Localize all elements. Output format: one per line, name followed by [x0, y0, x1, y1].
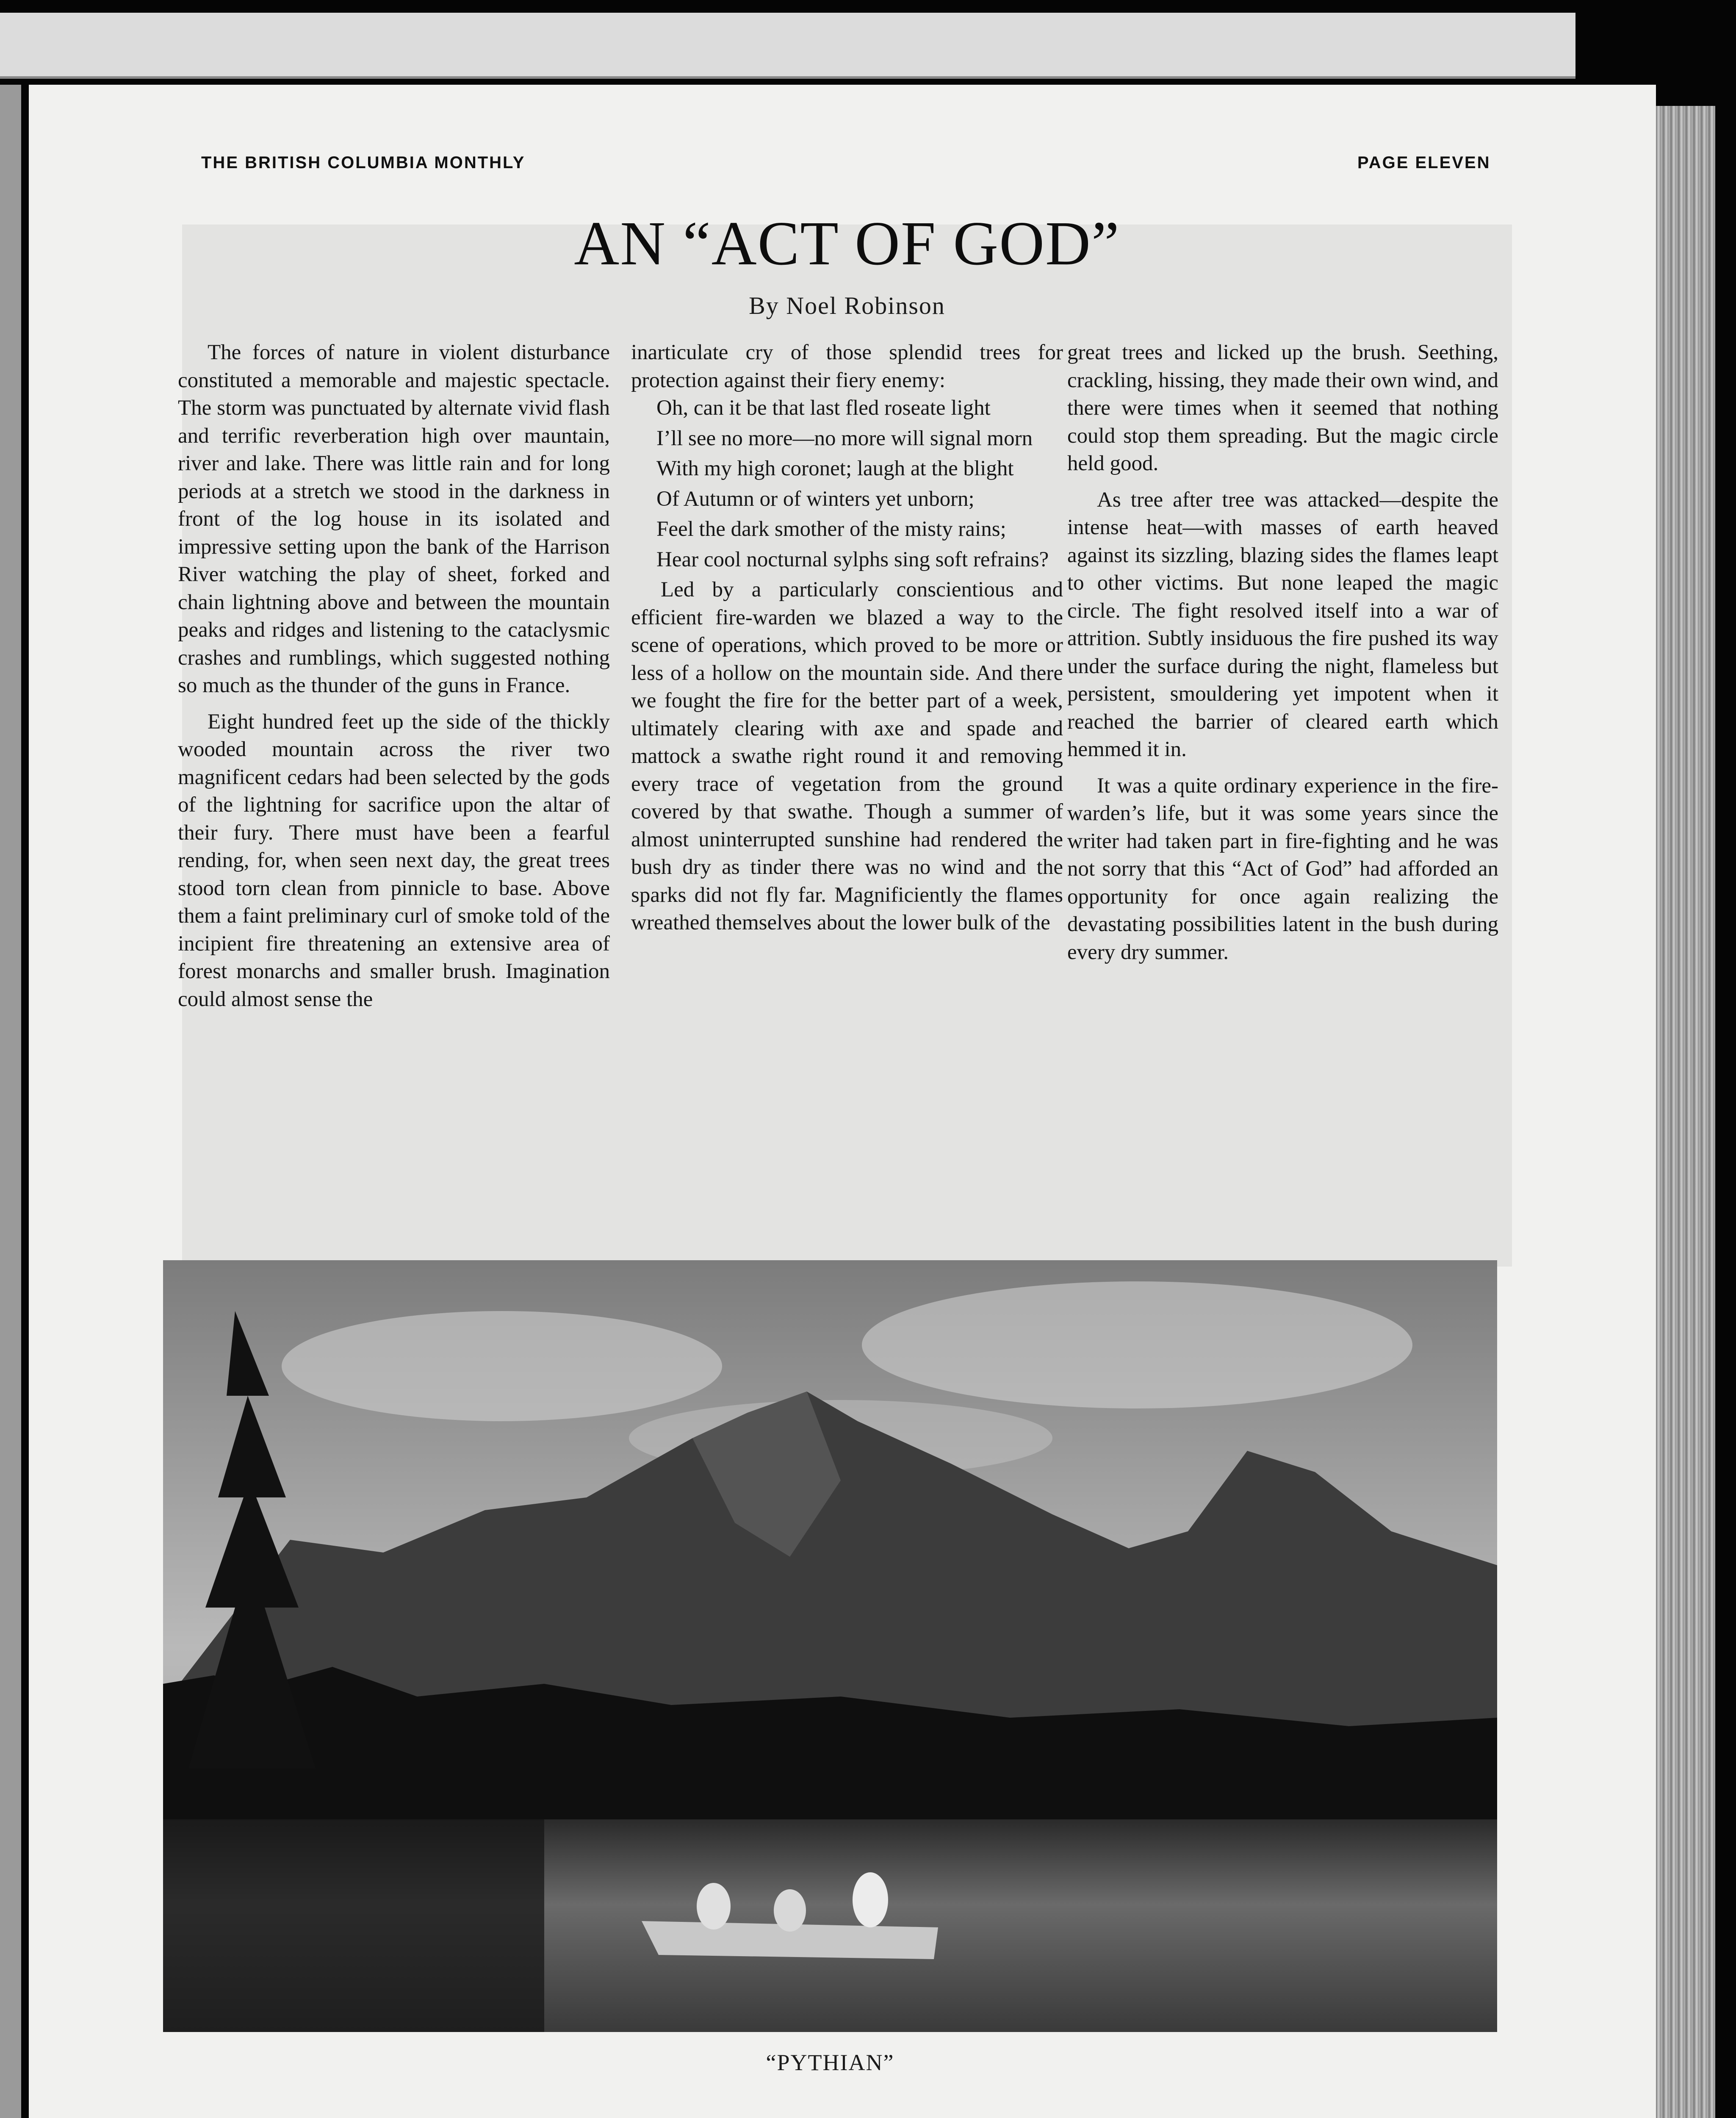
- page-number-label: PAGE ELEVEN: [1357, 153, 1491, 172]
- paragraph: Led by a particularly conscientious and efficient fire-warden we blazed a way to the scene of operations, which proved to be more or less of a hollow on the mountain side. And there we fought the fire for the better part of a week, ultimately clearing with axe and spade and mattock a swathe right round it and removing every trace of vegetation from the ground covered by that swathe. Though a summer of almost uninterrupted sunshine had rendered the bush dry as tinder there was no wind and the sparks did not fly far. Magnificiently the flames wreathed themselves about the lower bulk of the: [631, 578, 1063, 934]
- left-page-edge: [0, 85, 21, 2118]
- text-column-2: [631, 339, 1063, 937]
- paddler: [774, 1889, 806, 1932]
- mountain-lake-photo: [163, 1260, 1497, 2032]
- poem-line: Feel the dark smother of the misty rains;: [656, 517, 1006, 541]
- photo-caption: “PYTHIAN”: [766, 2050, 894, 2075]
- poem-line: With my high coronet; laugh at the blight: [656, 457, 1014, 480]
- poem-line: I’ll see no more—no more will signal morn: [656, 426, 1033, 450]
- poem-line: Oh, can it be that last fled roseate light: [656, 396, 991, 420]
- paddler: [853, 1872, 888, 1927]
- running-title: THE BRITISH COLUMBIA MONTHLY: [201, 153, 526, 172]
- paragraph: It was a quite ordinary experience in the fire-warden’s life, but it was some years since the writer had taken part in fire-fighting and he was not sorry that this “Act of God” had afforded an opportunity for once again realizing the devastating possibilities latent in the bush during every dry summer.: [1067, 773, 1498, 964]
- tree-reflection: [163, 1819, 544, 2032]
- paragraph: Eight hundred feet up the side of the thickly wooded mountain across the river two magnificent cedars had been selected by the gods of the lightning for sacrifice upon the altar of their fury. There must have been a fearful rending, for, when seen next day, the great trees stood torn clean from pinnicle to base. Above them a faint preliminary curl of smoke told of the incipient fire threatening an extensive area of forest monarchs and smaller brush. Imagination could almost sense the: [178, 710, 610, 1011]
- paragraph: inarticulate cry of those splendid trees for protection against their fiery enemy:: [631, 341, 1063, 392]
- poem-stanza: [631, 394, 1063, 574]
- poem-line: Hear cool nocturnal sylphs sing soft refrains?: [656, 547, 1049, 571]
- paragraph: The forces of nature in violent disturbance constituted a memorable and majestic spectacle. The storm was punctuated by alternate vivid flash and terrific reverberation high over mauntain, river and lake. There was little rain and for long periods at a stretch we stood in the darkness in front of the log house in its isolated and impressive setting upon the bank of the Harrison River watching the play of sheet, forked and chain lightning above and between the mountain peaks and ridges and listening to the cataclysmic crashes and rumblings, which suggested nothing so much as the thunder of the guns in France.: [178, 341, 610, 697]
- article-byline: By Noel Robinson: [749, 292, 945, 319]
- poem-line: Of Autumn or of winters yet unborn;: [656, 487, 975, 511]
- cloud: [282, 1311, 722, 1421]
- paragraph: As tree after tree was attacked—despite the intense heat—with masses of earth heaved against its sizzling, blazing sides the flames leapt to other victims. But none leaped the magic circle. The fight resolved itself into a war of attrition. Subtly insiduous the fire pushed its way under the surface during the night, flameless but persistent, smouldering yet impotent when it reached the barrier of cleared earth which hemmed it in.: [1067, 488, 1498, 761]
- article-title: AN “ACT OF GOD”: [574, 209, 1120, 278]
- cloud: [862, 1281, 1412, 1408]
- photo-illustration: [163, 1260, 1497, 2032]
- text-column-3: [1067, 339, 1498, 966]
- paragraph: great trees and licked up the brush. Seething, crackling, hissing, they made their own wind, and there were times when it seemed that nothing could stop them spreading. But the magic circle held good.: [1067, 341, 1498, 475]
- paddler: [697, 1883, 731, 1929]
- previous-page-strip: [0, 13, 1575, 79]
- text-column-1: [178, 339, 610, 1013]
